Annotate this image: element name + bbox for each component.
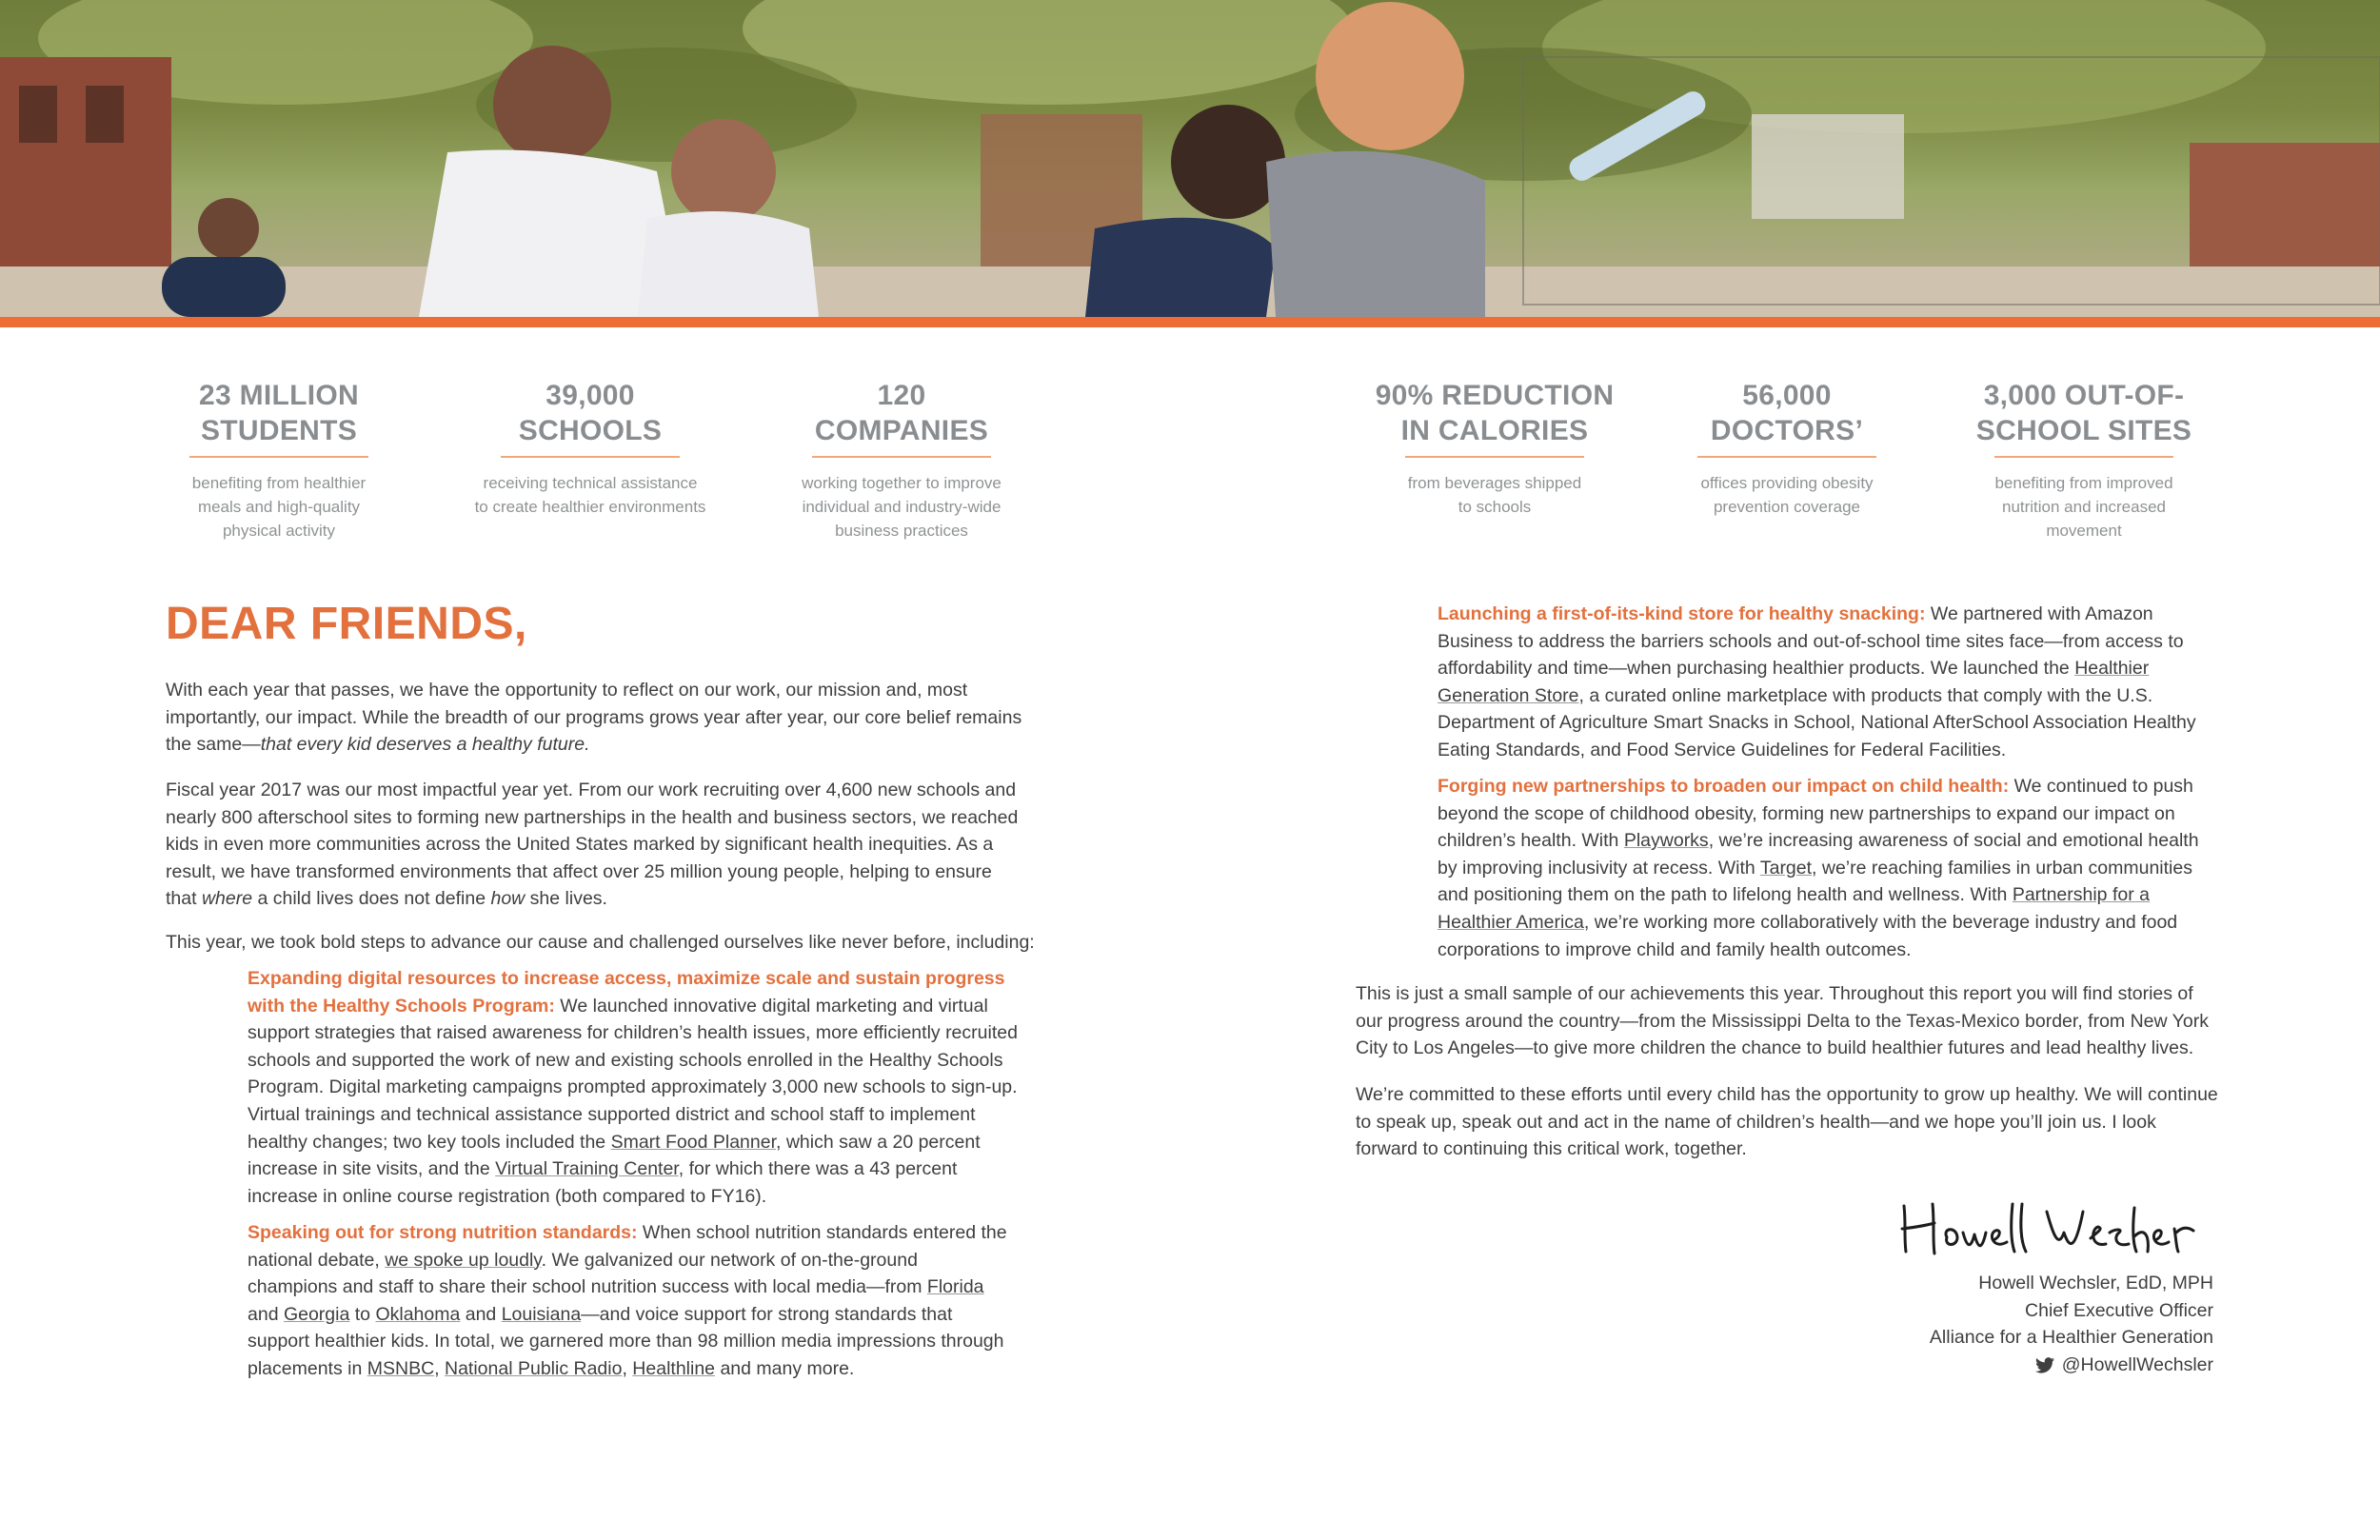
fiscal-italic-how: how — [490, 888, 526, 910]
snacking-text: We partnered with Amazon Business to address the barriers schools and out-of-school time sites face—from access to affordability and time—when purchasing healthier products. We launched the — [1438, 603, 2184, 680]
stat-desc-line: to schools — [1458, 498, 1532, 516]
stat-desc-line: offices providing obesity — [1700, 474, 1874, 492]
healthier-generation-store-link[interactable]: Healthier Generation Store — [1438, 658, 2150, 706]
sample-paragraph: This is just a small sample of our achievements this year. Throughout this report you will find stories of our progress around the country—from the Mississippi Delta to the Texas-Mexico border, from New York City to Los Angeles—to give more children the chance to build healthier futures and lead healthy lives. — [1356, 983, 2209, 1059]
stat-label: DOCTORS’ — [1710, 415, 1864, 446]
stat-desc-line: benefiting from improved — [1994, 474, 2173, 492]
nutrition-text: —and voice support for strong standards that support healthier kids. In total, we garnered more than 98 million media impressions through placements in — [248, 1303, 1004, 1379]
nutrition-text: to — [349, 1303, 376, 1325]
digital-resources-text: We launched innovative digital marketing and virtual support strategies that raised awareness for children’s health issues, more efficiently recruited schools and supported the work of new and existing schools enrolled in the Healthy Schools Program. Digital marketing campaigns prompted approximately 3,000 new schools to sign-up. Virtual trainings and technical assistance supported district and school staff to implement healthy changes; two key tools included the — [248, 995, 1018, 1153]
stat-desc-line: from beverages shipped — [1407, 474, 1582, 492]
stat-rule — [501, 456, 680, 458]
intro-italic: that every kid deserves a healthy future. — [260, 734, 590, 756]
healthy-snacking-lead: Launching a first-of-its-kind store for healthy snacking: — [1438, 603, 1926, 624]
stat-desc-line: physical activity — [222, 522, 336, 540]
stat-value: 120 — [877, 380, 926, 411]
digital-resources-text: , for which there was a 43 percent increase in online course registration (both compared to FY16). — [248, 1158, 958, 1207]
stat-value: 3,000 OUT-OF- — [1983, 380, 2185, 411]
partnerships-text: , we’re increasing awareness of social and emotional health by improving inclusivity at recess. With — [1438, 830, 2199, 879]
fiscal-paragraph — [166, 777, 1022, 913]
signer-organization: Alliance for a Healthier Generation — [1929, 1327, 2213, 1349]
signer-name: Howell Wechsler, EdD, MPH — [1978, 1273, 2213, 1293]
committed-paragraph: We’re committed to these efforts until every child has the opportunity to grow up healthy. We will continue to speak up, speak out and act in the name of children’s health—and we hope you’ll join us. I look forward to continuing this critical work, together. — [1356, 1084, 2218, 1160]
nutrition-text: When school nutrition standards entered the national debate, — [248, 1222, 1007, 1271]
partnerships-text: , we’re working more collaboratively with the beverage industry and food corporations to improve child and family health outcomes. — [1438, 911, 2178, 960]
stat-schools — [457, 378, 724, 519]
partnership-healthier-america-link[interactable]: Partnership for a Healthier America — [1438, 884, 2150, 933]
stat-rule — [1697, 456, 1876, 458]
stat-desc-line: to create healthier environments — [474, 498, 706, 516]
orange-divider — [0, 317, 2380, 327]
virtual-training-center-link[interactable]: Virtual Training Center — [495, 1158, 679, 1180]
stat-desc-line: movement — [2046, 522, 2122, 540]
smart-food-planner-link[interactable]: Smart Food Planner — [610, 1131, 777, 1153]
stat-desc-line: business practices — [835, 522, 968, 540]
stat-desc-line: receiving technical assistance — [483, 474, 698, 492]
stat-desc-line: working together to improve — [802, 474, 1002, 492]
fiscal-text: she lives. — [525, 888, 607, 910]
handwritten-signature — [1894, 1194, 2199, 1266]
louisiana-link[interactable]: Louisiana — [501, 1303, 582, 1325]
nutrition-standards-paragraph — [248, 1219, 1009, 1383]
hero-photo-illustration — [0, 0, 2380, 317]
npr-link[interactable]: National Public Radio — [445, 1357, 623, 1379]
healthline-link[interactable]: Healthline — [632, 1357, 716, 1379]
digital-resources-lead: Expanding digital resources to increase access, maximize scale and sustain progress with the Healthy Schools Program: — [248, 968, 1005, 1017]
intro-text: With each year that passes, we have the opportunity to reflect on our work, our mission and, most importantly, our impact. While the breadth of our programs grows year after year, our core belief remains the same— — [166, 680, 1022, 756]
stat-rule — [189, 456, 368, 458]
twitter-bird-icon — [2035, 1357, 2054, 1373]
nutrition-text: . We galvanized our network of on-the-ground champions and staff to share their school nutrition success with local media—from — [248, 1249, 927, 1298]
oklahoma-link[interactable]: Oklahoma — [375, 1303, 461, 1325]
twitter-handle: @HowellWechsler — [2061, 1353, 2213, 1375]
signer-title: Chief Executive Officer — [2025, 1299, 2213, 1321]
stat-desc-line: benefiting from healthier — [191, 474, 367, 492]
playworks-link[interactable]: Playworks — [1623, 830, 1709, 852]
fiscal-text: a child lives does not define — [252, 888, 491, 910]
digital-resources-text: , which saw a 20 percent increase in site visits, and the — [248, 1131, 981, 1180]
stat-label: COMPANIES — [814, 415, 989, 446]
stat-value: 23 MILLION — [198, 380, 359, 411]
nutrition-text: , — [622, 1357, 633, 1379]
stat-desc-line: nutrition and increased — [2001, 498, 2166, 516]
stat-label: SCHOOLS — [518, 415, 663, 446]
stat-label: IN CALORIES — [1400, 415, 1589, 446]
stat-value: 56,000 — [1742, 380, 1832, 411]
msnbc-link[interactable]: MSNBC — [367, 1357, 435, 1379]
digital-resources-paragraph — [248, 965, 1028, 1210]
nutrition-standards-lead: Speaking out for strong nutrition standards: — [248, 1222, 638, 1243]
fiscal-italic-where: where — [201, 888, 253, 910]
stat-school-sites — [1960, 378, 2208, 543]
target-link[interactable]: Target — [1759, 857, 1813, 879]
stat-value: 90% REDUCTION — [1375, 380, 1615, 411]
healthy-snacking-paragraph — [1438, 601, 2209, 764]
hero-photo — [0, 0, 2380, 317]
letter-heading: DEAR FRIENDS, — [166, 599, 527, 649]
nutrition-text: , — [434, 1357, 445, 1379]
stat-desc-line: individual and industry-wide — [802, 498, 1002, 516]
stat-students — [169, 378, 388, 543]
stat-companies — [778, 378, 1025, 543]
partnerships-paragraph — [1438, 773, 2209, 963]
signature-block — [1930, 1270, 2213, 1381]
stat-doctors — [1673, 378, 1901, 519]
nutrition-text: and — [248, 1303, 284, 1325]
partnerships-lead: Forging new partnerships to broaden our impact on child health: — [1438, 776, 2010, 797]
partnerships-text: , we’re reaching families in urban communities and positioning them on the path to lifelong health and wellness. With — [1438, 857, 2192, 906]
signature-drawing — [1894, 1194, 2199, 1261]
twitter-handle-line[interactable] — [2035, 1352, 2213, 1379]
fiscal-text: Fiscal year 2017 was our most impactful year yet. From our work recruiting over 4,600 new schools and nearly 800 afterschool sites to forming new partnerships in the health and business sectors, we reached kids in even more communities across the United States marked by significant health inequities. As a result, we have transformed environments that affect over 25 million young people, helping to ensure that — [166, 780, 1019, 910]
steps-paragraph: This year, we took bold steps to advance our cause and challenged ourselves like never before, including: — [166, 932, 1035, 953]
stat-rule — [1405, 456, 1584, 458]
nutrition-text: and many more. — [715, 1357, 855, 1379]
stat-desc-line: prevention coverage — [1713, 498, 1861, 516]
stat-rule — [1994, 456, 2173, 458]
stat-label: STUDENTS — [200, 415, 358, 446]
stat-calories — [1361, 378, 1628, 519]
snacking-text: , a curated online marketplace with products that comply with the U.S. Department of Agriculture Smart Snacks in School, National AfterSchool Association Healthy Eating Standards, and Food Service Guidelines for Federal Facilities. — [1438, 684, 2196, 760]
stat-rule — [812, 456, 991, 458]
stat-label: SCHOOL SITES — [1975, 415, 2192, 446]
florida-link[interactable]: Florida — [926, 1276, 984, 1298]
stat-value: 39,000 — [545, 380, 635, 411]
intro-paragraph — [166, 677, 1032, 759]
georgia-link[interactable]: Georgia — [283, 1303, 350, 1325]
partnerships-text: We continued to push beyond the scope of childhood obesity, forming new partnerships to expand our impact on children’s health. With — [1438, 776, 2193, 852]
stat-desc-line: meals and high-quality — [197, 498, 361, 516]
we-spoke-up-loudly-link[interactable]: we spoke up loudly — [385, 1249, 542, 1271]
nutrition-text: and — [460, 1303, 502, 1325]
